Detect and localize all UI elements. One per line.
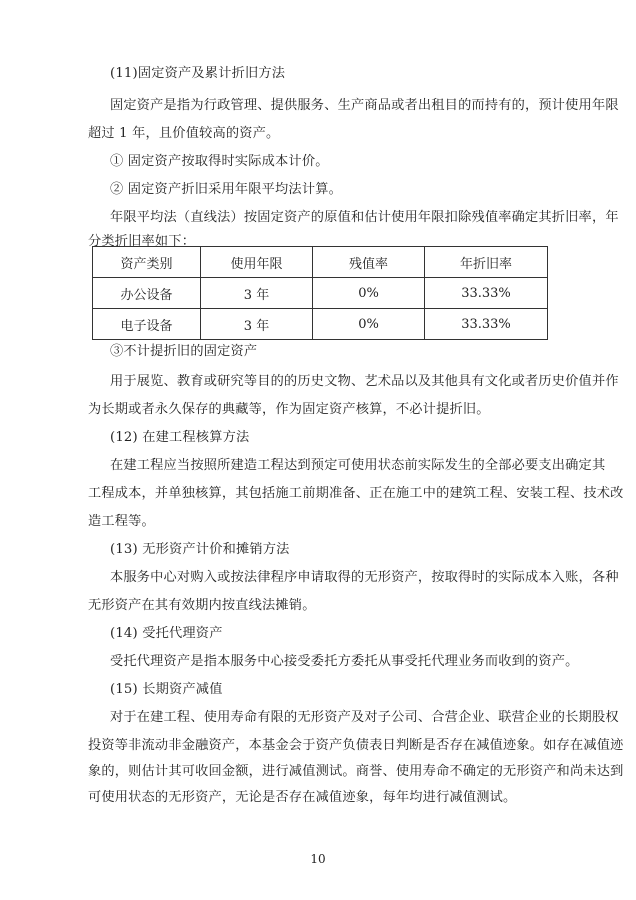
section-13-paragraph-line-2: 无形资产在其有效期内按直线法摊销。 (88, 598, 316, 613)
section-11-paragraph-1-line-2: 超过 1 年，且价值较高的资产。 (88, 126, 280, 141)
section-15-paragraph-line-1: 对于在建工程、使用寿命有限的无形资产及对子公司、合营企业、联营企业的长期股权 (110, 710, 619, 725)
table-header-cell: 资产类别 (93, 247, 201, 278)
section-15-paragraph-line-4: 可使用状态的无形资产，无论是否存在减值迹象，每年均进行减值测试。 (88, 790, 517, 805)
table-cell: 电子设备 (93, 309, 201, 340)
table-row (93, 309, 548, 340)
table-header-cell: 使用年限 (201, 247, 313, 278)
section-11-paragraph-2-line-1: 年限平均法（直线法）按固定资产的原值和估计使用年限扣除残值率确定其折旧率，年 (110, 210, 619, 225)
table-cell: 3 年 (201, 309, 313, 340)
section-11-item-1: ① 固定资产按取得时实际成本计价。 (110, 154, 329, 169)
section-11-paragraph-1-line-1: 固定资产是指为行政管理、提供服务、生产商品或者出租目的而持有的，预计使用年限 (110, 98, 619, 113)
section-15-paragraph-line-3: 象的，则估计其可收回金额，进行减值测试。商誉、使用寿命不确定的无形资产和尚未达到 (88, 764, 624, 779)
section-11-item-3: ③不计提折旧的固定资产 (110, 344, 258, 359)
section-12-paragraph-line-1: 在建工程应当按照所建造工程达到预定可使用状态前实际发生的全部必要支出确定其 (110, 458, 606, 473)
section-11-paragraph-2-line-2: 分类折旧率如下： (88, 234, 196, 249)
section-14-paragraph: 受托代理资产是指本服务中心接受委托方委托从事受托代理业务而收到的资产。 (110, 654, 579, 669)
table-cell: 0% (313, 278, 425, 309)
table-cell: 3 年 (201, 278, 313, 309)
section-13-heading: (13) 无形资产计价和摊销方法 (110, 542, 290, 557)
table-cell: 办公设备 (93, 278, 201, 309)
table-header-cell: 年折旧率 (425, 247, 548, 278)
table-cell: 33.33% (425, 309, 548, 340)
table-header-cell: 残值率 (313, 247, 425, 278)
section-12-paragraph-line-3: 造工程等。 (88, 514, 155, 529)
page-number: 10 (310, 852, 326, 866)
table-cell: 33.33% (425, 278, 548, 309)
table-row (93, 278, 548, 309)
depreciation-rate-table (92, 246, 548, 340)
section-11-paragraph-3-line-2: 为长期或者永久保存的典藏等，作为固定资产核算，不必计提折旧。 (88, 402, 490, 417)
section-11-heading: (11)固定资产及累计折旧方法 (110, 66, 286, 81)
table-cell: 0% (313, 309, 425, 340)
section-12-heading: (12) 在建工程核算方法 (110, 430, 250, 445)
section-15-paragraph-line-2: 投资等非流动非金融资产，本基金会于资产负债表日判断是否存在减值迹象。如存在减值迹 (88, 738, 624, 753)
section-13-paragraph-line-1: 本服务中心对购入或按法律程序申请取得的无形资产，按取得时的实际成本入账，各种 (110, 570, 619, 585)
section-15-heading: (15) 长期资产减值 (110, 682, 223, 697)
section-11-paragraph-3-line-1: 用于展览、教育或研究等目的的历史文物、艺术品以及其他具有文化或者历史价值并作 (110, 374, 619, 389)
table-header-row (93, 247, 548, 278)
section-12-paragraph-line-2: 工程成本，并单独核算，其包括施工前期准备、正在施工中的建筑工程、安装工程、技术改 (88, 486, 624, 501)
section-11-item-2: ② 固定资产折旧采用年限平均法计算。 (110, 182, 342, 197)
section-14-heading: (14) 受托代理资产 (110, 626, 223, 641)
